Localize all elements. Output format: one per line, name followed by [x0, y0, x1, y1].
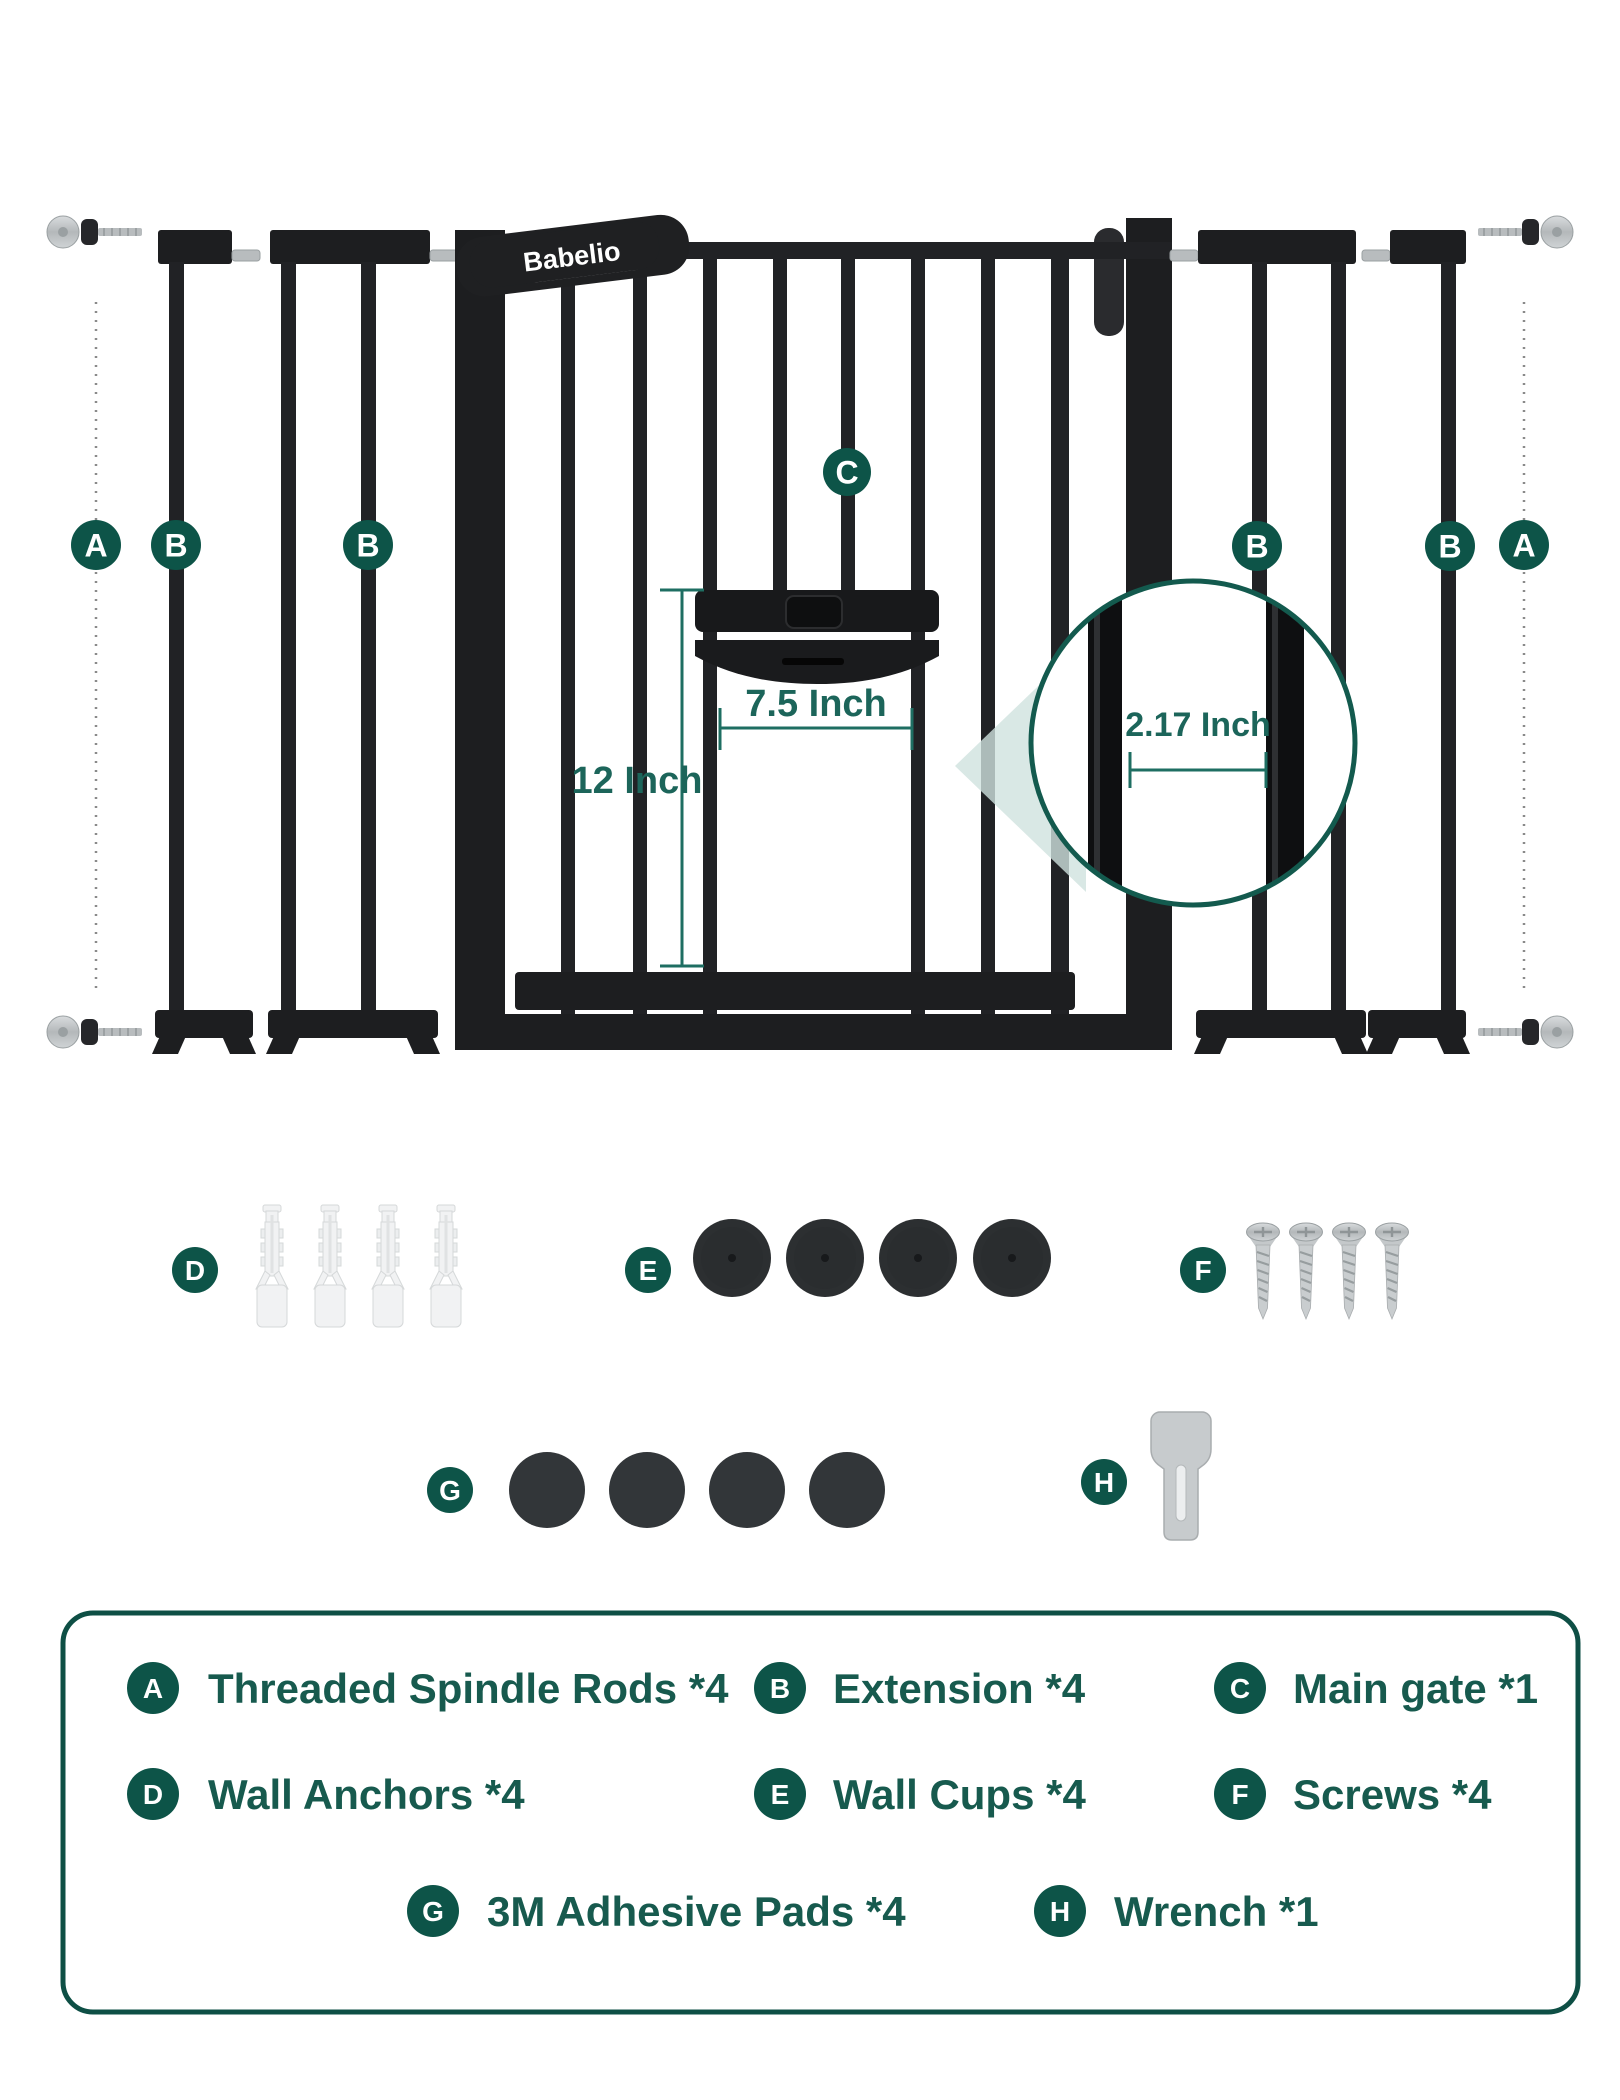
marker-letter: D	[184, 1255, 206, 1287]
marker-b-left-2	[343, 520, 393, 570]
legend-letter: D	[142, 1779, 164, 1811]
wall-anchor-icon	[314, 1205, 346, 1327]
wall-anchor-icon	[256, 1205, 288, 1327]
adhesive-pad-icon	[509, 1452, 585, 1528]
marker-letter: E	[638, 1255, 658, 1287]
hardware-screws	[1180, 1223, 1409, 1319]
legend-letter: G	[422, 1896, 444, 1928]
marker-letter: A	[1512, 527, 1536, 564]
gate-door-bottom-rail	[515, 972, 1075, 1010]
marker-a-left	[71, 520, 121, 570]
threaded-spindle-rod-bottom-right-icon	[1478, 1016, 1573, 1048]
legend-item-screws	[1214, 1768, 1492, 1820]
dimension-door-width	[720, 683, 912, 750]
adhesive-pad-icon	[809, 1452, 885, 1528]
marker-letter: B	[356, 527, 380, 564]
marker-letter: H	[1093, 1467, 1115, 1499]
screw-icon	[1290, 1223, 1323, 1319]
extension-single-bar-left	[152, 230, 260, 1054]
legend-label: 3M Adhesive Pads *4	[487, 1888, 906, 1936]
dimension-door-height-label: 12 Inch	[571, 760, 703, 802]
hardware-adhesive-pads	[427, 1452, 885, 1528]
marker-letter: C	[835, 454, 859, 491]
extension-two-bar-left	[266, 230, 458, 1054]
legend-label: Wrench *1	[1114, 1888, 1319, 1936]
legend-letter: A	[142, 1673, 164, 1705]
pet-door-latch	[695, 590, 939, 684]
wall-cup-icon	[786, 1219, 864, 1297]
legend-letter: F	[1231, 1779, 1249, 1811]
legend-item-threaded-spindle-rods	[127, 1662, 729, 1714]
threaded-spindle-rod-top-right-icon	[1478, 216, 1573, 248]
legend-box	[63, 1613, 1578, 2012]
marker-letter: G	[439, 1475, 461, 1507]
legend-label: Main gate *1	[1293, 1665, 1539, 1713]
screw-icon	[1333, 1223, 1366, 1319]
extension-single-bar-right	[1362, 230, 1470, 1054]
magnifier-lens	[1031, 578, 1355, 910]
adhesive-pad-icon	[709, 1452, 785, 1528]
marker-b-right-2	[1425, 521, 1475, 571]
brand-logo: Babelio	[521, 235, 623, 278]
marker-b-left-1	[151, 520, 201, 570]
marker-b-right-1	[1232, 521, 1282, 571]
threaded-spindle-rod-bottom-left-icon	[47, 1016, 142, 1048]
marker-letter: B	[164, 527, 188, 564]
wall-anchor-icon	[430, 1205, 462, 1327]
threaded-spindle-rod-top-left-icon	[47, 216, 142, 248]
gate-left-post	[455, 230, 505, 1050]
hardware-wall-cups	[625, 1219, 1051, 1297]
hardware-wrench	[1081, 1412, 1211, 1540]
legend-item-wrench	[1034, 1885, 1319, 1937]
legend-letter: H	[1049, 1896, 1071, 1928]
wall-cup-icon	[973, 1219, 1051, 1297]
legend-letter: E	[770, 1779, 790, 1811]
wall-anchor-icon	[372, 1205, 404, 1327]
legend-label: Screws *4	[1293, 1771, 1492, 1819]
dimension-bar-gap-label: 2.17 Inch	[1125, 706, 1271, 744]
marker-a-right	[1499, 520, 1549, 570]
marker-letter: F	[1194, 1255, 1212, 1287]
screw-icon	[1376, 1223, 1409, 1319]
adhesive-pad-icon	[609, 1452, 685, 1528]
legend-label: Threaded Spindle Rods *4	[208, 1665, 729, 1713]
legend-label: Wall Anchors *4	[208, 1771, 525, 1819]
legend-label: Wall Cups *4	[833, 1771, 1086, 1819]
gate-threshold-bar	[455, 1014, 1172, 1050]
legend-letter: C	[1229, 1673, 1251, 1705]
main-gate	[453, 212, 1172, 1050]
marker-letter: B	[1438, 528, 1462, 565]
wall-cup-icon	[879, 1219, 957, 1297]
dimension-door-width-label: 7.5 Inch	[745, 683, 887, 725]
marker-letter: A	[84, 527, 108, 564]
hardware-wall-anchors	[172, 1205, 462, 1327]
wall-cup-icon	[693, 1219, 771, 1297]
screw-icon	[1247, 1223, 1280, 1319]
wrench-icon	[1151, 1412, 1211, 1540]
marker-letter: B	[1245, 528, 1269, 565]
legend-letter: B	[769, 1673, 791, 1705]
legend-label: Extension *4	[833, 1665, 1086, 1713]
marker-c-main-gate	[823, 448, 871, 496]
